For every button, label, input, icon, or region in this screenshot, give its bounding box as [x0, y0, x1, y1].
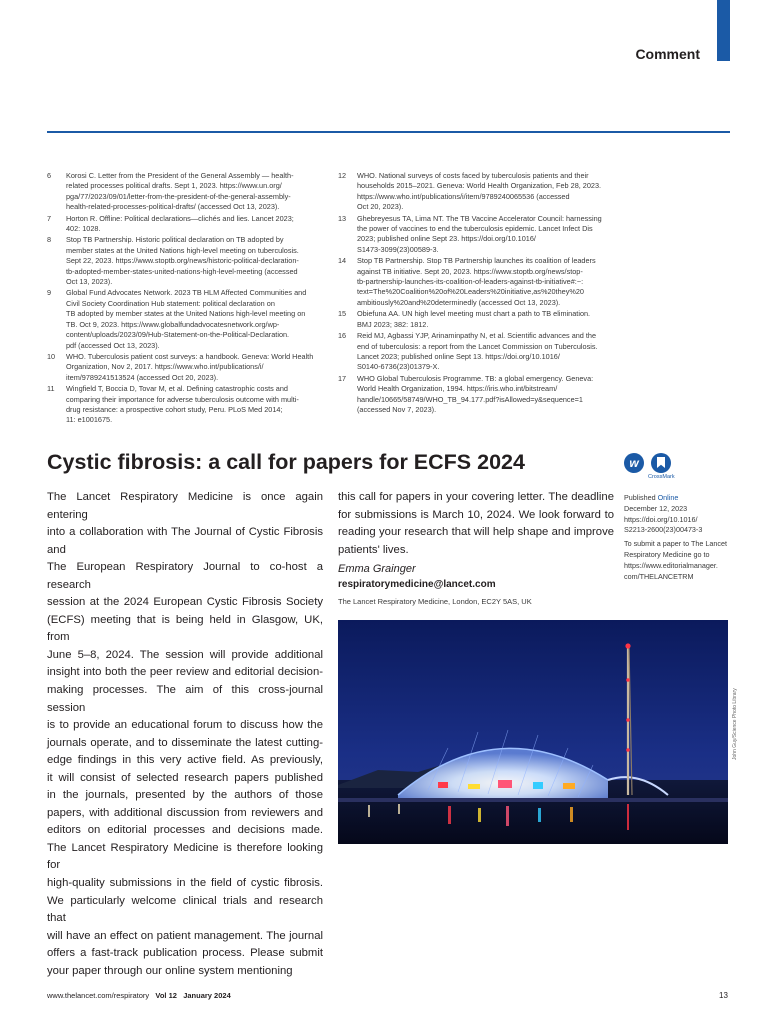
- body-line: reading your research that will help shape and improve: [338, 526, 614, 539]
- publication-sidebar: [624, 493, 734, 585]
- body-line: editors on editorial processes and decisions made.: [47, 824, 323, 837]
- body-line: The European Respiratory Journal to co-host a research: [47, 561, 323, 591]
- reference-line: pga/77/2023/09/01/letter-from-the-president-of-the-general-assembly-: [66, 191, 291, 201]
- reference-line: against TB initiative. Sept 20, 2023. https://www.stoptb.org/news/stop-: [357, 266, 583, 276]
- reference-line: 2023; published online Sept 23. https://doi.org/10.1016/: [357, 234, 536, 244]
- reference-item: [338, 256, 628, 308]
- article-body-column-1: [47, 489, 323, 980]
- body-line: insight into both the peer review and editorial decision-: [47, 666, 323, 679]
- reference-line: households 2015–2021. Geneva: World Health Organization, Feb 28, 2023.: [357, 181, 602, 191]
- journal-color-bar: [717, 0, 730, 61]
- reference-line: Wingfield T, Boccia D, Tovar M, et al. Defining catastrophic costs and: [66, 384, 288, 394]
- reference-number: 8: [47, 235, 52, 245]
- footer-info: [47, 991, 231, 1000]
- body-line: your paper through our online system mentioning: [47, 964, 293, 977]
- reference-number: 11: [47, 384, 55, 394]
- reference-item: [47, 235, 329, 287]
- reference-number: 10: [47, 351, 56, 361]
- reference-line: Reid MJ, Agbassi YJP, Arinaminpathy N, et al. Scientific advances and the: [357, 331, 597, 341]
- reference-line: Stop TB Partnership. Historic political declaration on TB adopted by: [66, 235, 284, 245]
- reference-number: 15: [338, 309, 347, 319]
- reference-line: member states at the United Nations high-level meeting on tuberculosis.: [66, 245, 299, 255]
- body-line: (ECFS) meeting that is being held in Glasgow, UK, from: [47, 613, 323, 644]
- reference-item: [338, 214, 628, 256]
- reference-line: Obiefuna AA. UN high level meeting must chart a path to TB elimination.: [357, 309, 591, 319]
- crossmark-icon: [651, 453, 671, 473]
- body-line: journals operate, and to disseminate the latest cutting-: [47, 736, 323, 749]
- reference-line: the power of vaccines to end the tuberculosis epidemic. Lancet Infect Dis: [357, 224, 593, 234]
- reference-line: TB. Oct 9, 2023. https://www.globalfundadvocatesnetwork.org/wp-: [66, 319, 280, 329]
- reference-line: BMJ 2023; 382: 1812.: [357, 319, 429, 329]
- article-body-column-2: [338, 489, 614, 559]
- open-access-icon: w: [624, 453, 644, 473]
- reference-line: https://www.who.int/publications/i/item/9789240065536 (accessed: [357, 191, 570, 201]
- reference-item: [47, 288, 329, 350]
- reference-item: [338, 374, 628, 416]
- reference-line: handle/10665/58749/WHO_TB_94.177.pdf?isAllowed=y&sequence=1: [357, 394, 583, 404]
- reference-line: Lancet 2023; published online Sept 13. https://doi.org/10.1016/: [357, 351, 560, 361]
- reference-number: 12: [338, 171, 347, 180]
- reference-number: 13: [338, 213, 347, 223]
- reference-line: Korosi C. Letter from the President of the General Assembly — health-: [66, 171, 294, 180]
- online-label: Online: [657, 493, 679, 502]
- reference-item: [47, 214, 329, 235]
- body-line: June 5–8, 2024. The session will provide additional: [47, 648, 323, 661]
- reference-item: [47, 171, 329, 213]
- reference-item: [47, 352, 329, 383]
- section-label: Comment: [635, 46, 700, 62]
- reference-line: Ghebreyesus TA, Lima NT. The TB Vaccine Accelerator Council: harnessing: [357, 213, 602, 223]
- crossmark-label: CrossMark: [648, 474, 675, 480]
- submit-link-2[interactable]: com/THELANCETRM: [624, 571, 694, 581]
- reference-line: (accessed Nov 7, 2023).: [357, 404, 437, 414]
- reference-line: Sept 22, 2023. https://www.stoptb.org/news/historic-political-declaration-: [66, 256, 299, 266]
- published-date: December 12, 2023: [624, 503, 688, 513]
- reference-number: 9: [47, 288, 52, 298]
- references-left: [47, 171, 329, 427]
- reference-line: 11: e1001675.: [66, 415, 113, 425]
- reference-line: text=The%20Coalition%20of%20Leaders%20initiative,as%20they%20: [357, 287, 584, 297]
- reference-line: related processes political drafts. Sept 1, 2023. https://www.un.org/: [66, 181, 282, 191]
- body-line: is to provide an educational forum to discuss how the: [47, 719, 323, 732]
- body-line: edge findings in this very active field. As previously,: [47, 754, 323, 767]
- author-email[interactable]: respiratorymedicine@lancet.com: [338, 579, 496, 590]
- footer-url[interactable]: www.thelancet.com/respiratory: [47, 991, 150, 1000]
- references-right: [338, 171, 628, 416]
- reference-line: Stop TB Partnership. Stop TB Partnership launches its coalition of leaders: [357, 256, 596, 266]
- reference-line: tb-partnership-launches-its-coalition-of-leaders-against-tb-initiative#:~:: [357, 277, 584, 287]
- author-name: Emma Grainger: [338, 563, 416, 575]
- submit-link-1[interactable]: https://www.editorialmanager.: [624, 560, 718, 570]
- reference-line: WHO Global Tuberculosis Programme. TB: a global emergency. Geneva:: [357, 373, 594, 383]
- body-line: for submissions is March 10, 2024. We look forward to: [338, 508, 614, 521]
- header-rule: [47, 131, 730, 133]
- body-line: The Lancet Respiratory Medicine is therefore looking for: [47, 841, 323, 872]
- reference-line: health-related-processes-political-drafts/ (accessed Oct 13, 2023).: [66, 202, 280, 212]
- photo-credit: John Guy/Science Photo Library: [732, 688, 738, 760]
- glasgow-photo: [338, 620, 728, 844]
- reference-item: [338, 309, 628, 330]
- reference-line: comparing their importance for adverse tuberculosis outcome with multi-: [66, 394, 299, 404]
- reference-line: WHO. Tuberculosis patient cost surveys: a handbook. Geneva: World Health: [66, 351, 314, 361]
- submit-text-2: Respiratory Medicine go to: [624, 549, 710, 559]
- reference-line: Horton R. Offline: Political declarations—clichés and lies. Lancet 2023;: [66, 213, 294, 223]
- page-number: 13: [719, 991, 728, 1000]
- footer-volume: Vol 12: [155, 991, 177, 1000]
- reference-line: World Health Organization, 1994. https://iris.who.int/bitstream/: [357, 384, 558, 394]
- doi-link-1[interactable]: https://doi.org/10.1016/: [624, 514, 698, 524]
- reference-line: Oct 13, 2023).: [66, 277, 113, 287]
- crossmark-logo[interactable]: [624, 453, 682, 483]
- glasgow-skyline-illustration: [338, 620, 728, 844]
- reference-number: 17: [338, 373, 347, 383]
- body-line: it will consist of selected research papers published: [47, 771, 323, 784]
- author-affiliation: The Lancet Respiratory Medicine, London, EC2Y 5AS, UK: [338, 597, 532, 606]
- body-line: high-quality submissions in the field of cystic fibrosis.: [47, 877, 323, 890]
- reference-number: 16: [338, 331, 347, 341]
- reference-item: [338, 171, 628, 213]
- body-line: papers, with additional discussion from reviewers and: [47, 806, 323, 819]
- reference-item: [47, 384, 329, 426]
- article-title: Cystic fibrosis: a call for papers for ECFS 2024: [47, 450, 525, 474]
- reference-line: TB adopted by member states at the United Nations high-level meeting on: [66, 309, 306, 319]
- reference-line: tb-adopted-member-states-united-nations-high-level-meeting (accessed: [66, 266, 298, 276]
- body-line: The Lancet Respiratory Medicine is once again entering: [47, 491, 323, 521]
- reference-line: ambitiously%20and%20determinedly (accessed Oct 13, 2023).: [357, 297, 561, 307]
- body-line: this call for papers in your covering letter. The deadline: [338, 491, 614, 503]
- body-line: patients' lives.: [338, 543, 409, 556]
- body-line: making processes. The aim of this cross-journal session: [47, 684, 323, 714]
- reference-line: end of tuberculosis: a report from the Lancet Commission on Tuberculosis.: [357, 341, 598, 351]
- body-line: offers a fast-track publication process. Please submit: [47, 947, 323, 960]
- reference-line: Civil Society Coordination Hub statement: political declaration on: [66, 298, 275, 308]
- reference-line: item/9789241513524 (accessed Oct 20, 2023).: [66, 372, 219, 382]
- reference-item: [338, 331, 628, 373]
- body-line: in the journals, presented by the authors of those: [47, 789, 323, 802]
- reference-line: drug resistance: a prospective cohort study, Peru. PLoS Med 2014;: [66, 404, 283, 414]
- reference-number: 7: [47, 213, 52, 223]
- body-line: session at the 2024 European Cystic Fibrosis Society: [47, 596, 323, 609]
- body-line: We particularly welcome clinical trials and research that: [47, 894, 323, 925]
- reference-line: Oct 20, 2023).: [357, 202, 404, 212]
- body-line: will have an effect on patient management. The journal: [47, 929, 323, 942]
- reference-line: pdf (accessed Oct 13, 2023).: [66, 340, 160, 350]
- submit-text-1: To submit a paper to The Lancet: [624, 539, 727, 549]
- reference-line: WHO. National surveys of costs faced by tuberculosis patients and their: [357, 171, 589, 180]
- reference-line: Global Fund Advocates Network. 2023 TB HLM Affected Communities and: [66, 288, 307, 298]
- reference-line: 402: 1028.: [66, 224, 101, 234]
- reference-line: S1473-3099(23)00589-3.: [357, 244, 439, 254]
- doi-link-2[interactable]: S2213-2600(23)00473-3: [624, 525, 703, 535]
- body-line: into a collaboration with The Journal of Cystic Fibrosis and: [47, 526, 323, 556]
- published-label: Published: [624, 493, 656, 502]
- footer-issue: January 2024: [183, 991, 231, 1000]
- reference-line: S0140-6736(23)01379-X.: [357, 362, 440, 372]
- reference-number: 6: [47, 171, 52, 180]
- reference-number: 14: [338, 256, 347, 266]
- reference-line: Organization, Nov 2, 2017. https://www.who.int/publications/i/: [66, 362, 264, 372]
- reference-line: content/uploads/2023/09/Hub-Statement-on-the-Political-Declaration.: [66, 330, 290, 340]
